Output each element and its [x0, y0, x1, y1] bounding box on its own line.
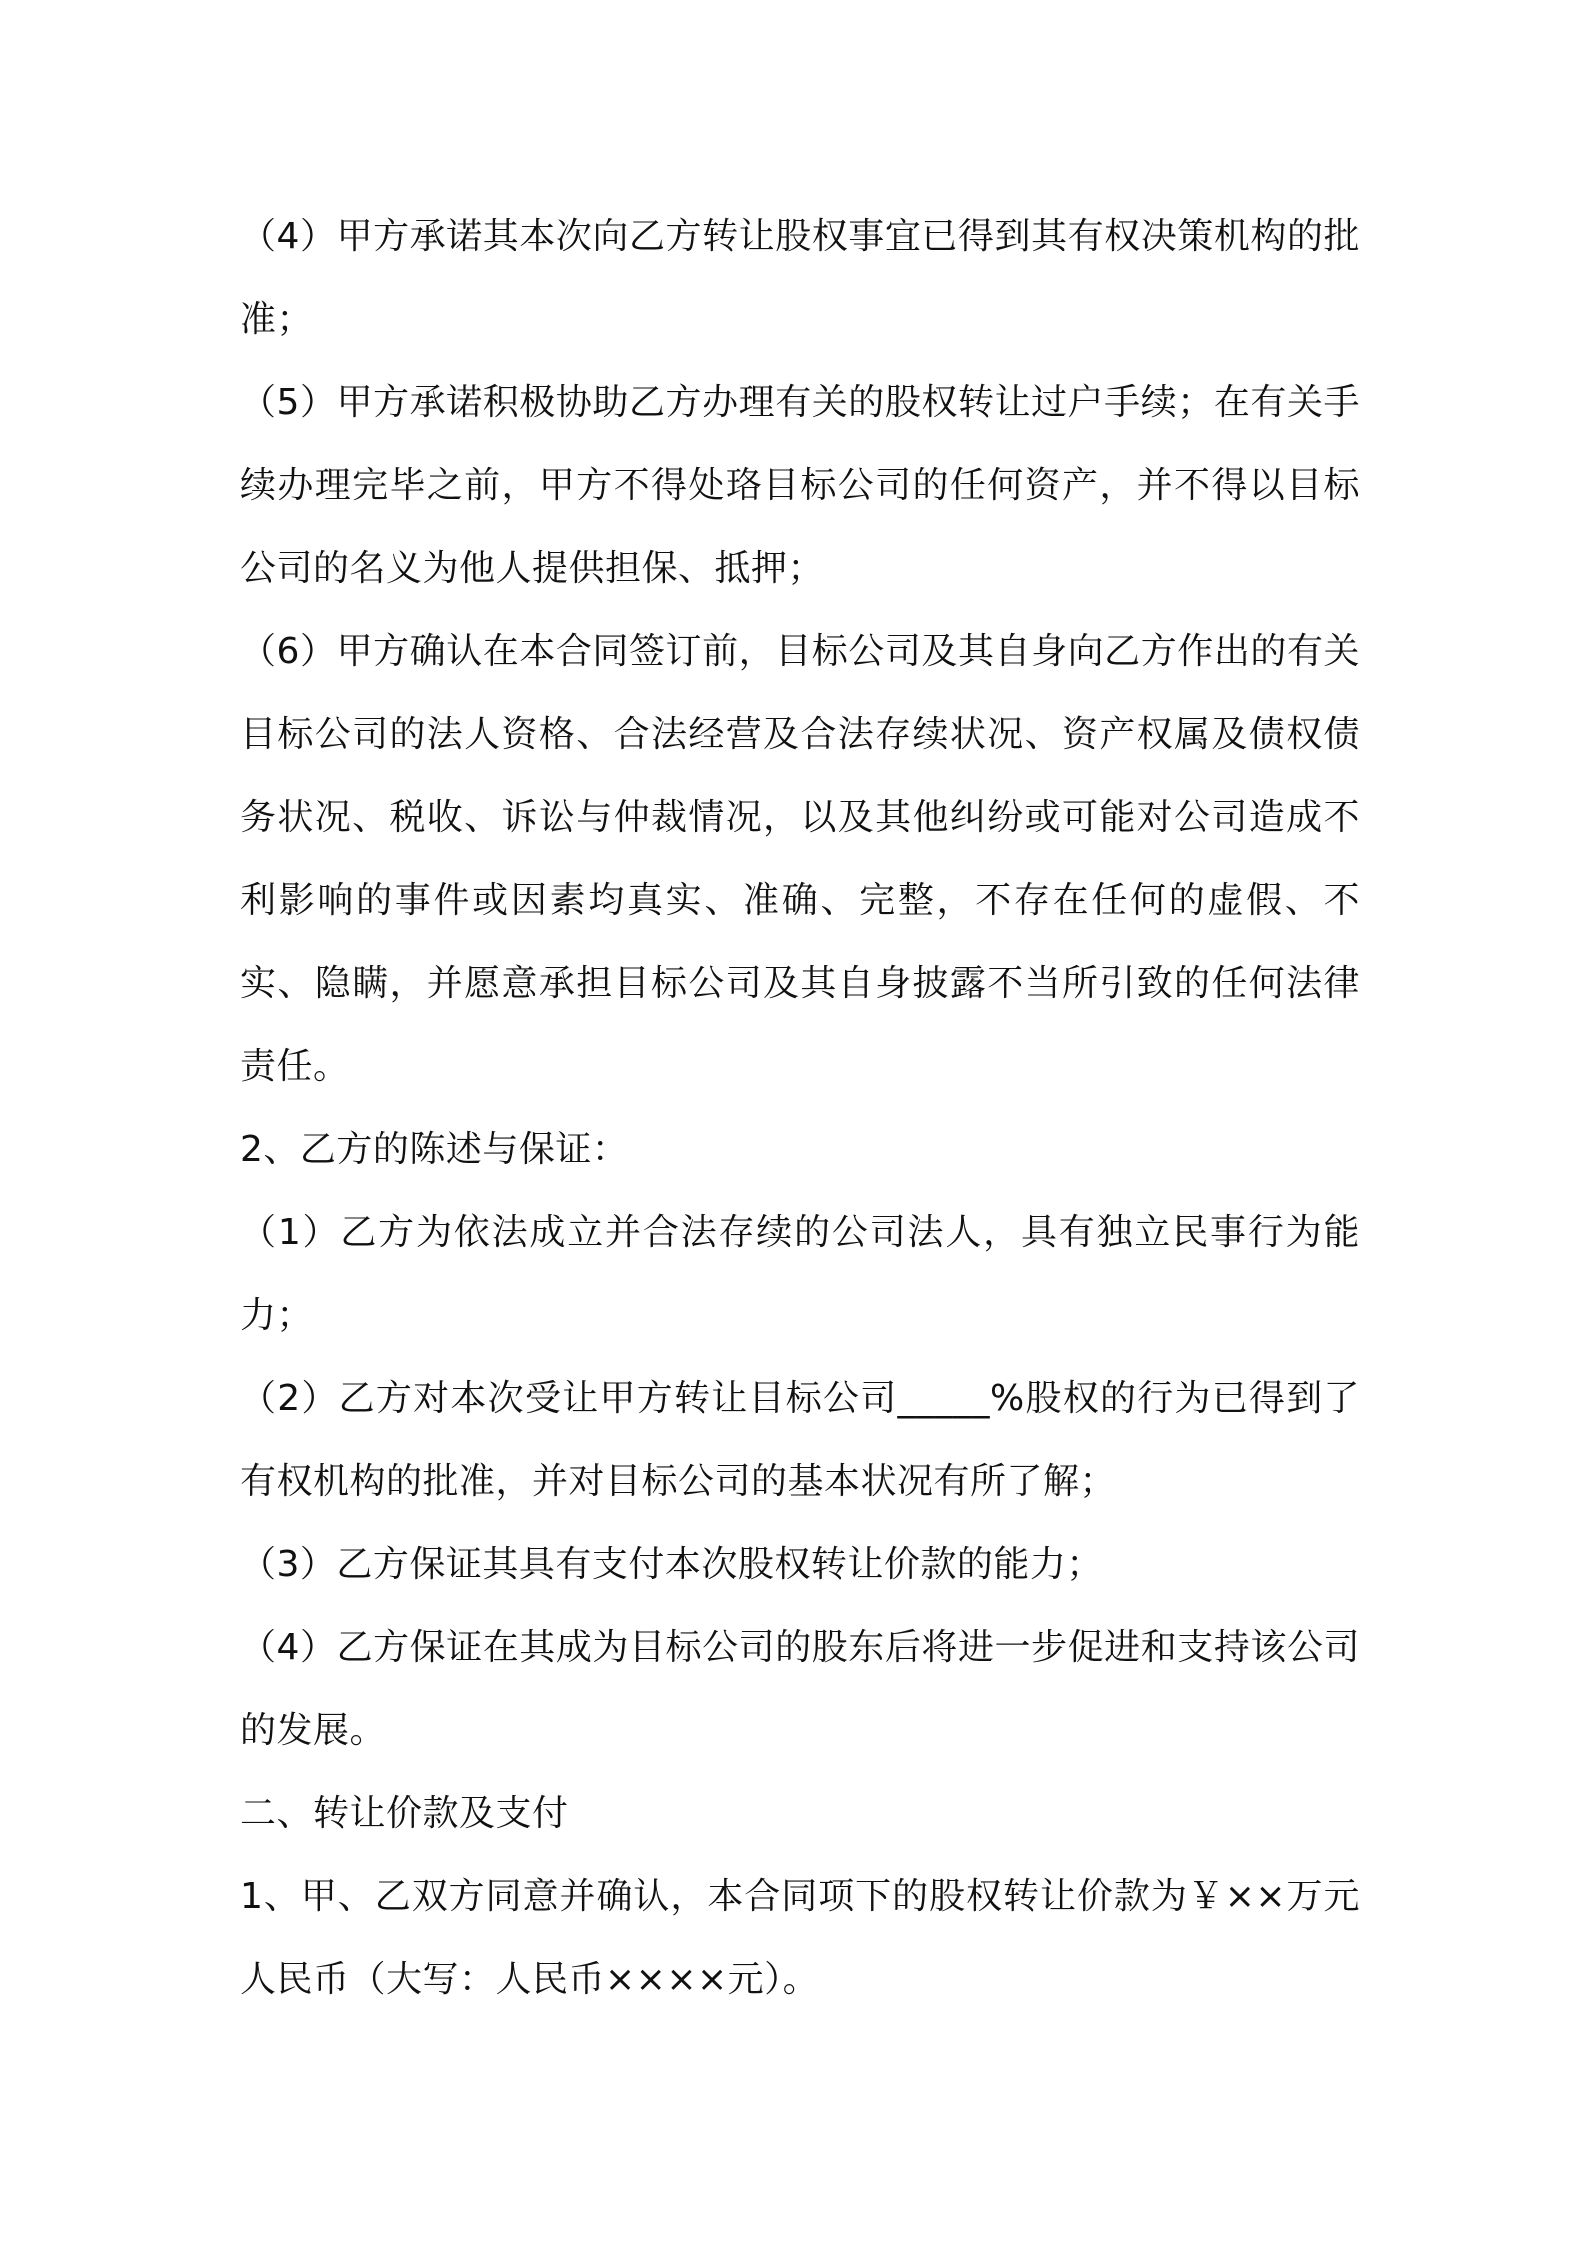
clause-paragraph: （6）甲方确认在本合同签订前，目标公司及其自身向乙方作出的有关目标公司的法人资格、合法经营及合法存续状况、资产权属及债权债务状况、税收、诉讼与仲裁情况，以及其他纠纷或可能对公司造成不利影响的事件或因素均真实、准确、完整，不存在任何的虚假、不实、隐瞒，并愿意承担目标公司及其自身披露不当所引致的任何法律责任。	[240, 631, 1360, 1087]
clause-paragraph: （4）乙方保证在其成为目标公司的股东后将进一步促进和支持该公司的发展。	[240, 1627, 1360, 1751]
clause-paragraph: （3）乙方保证其具有支付本次股权转让价款的能力；	[240, 1544, 1103, 1585]
clause-paragraph: （1）乙方为依法成立并合法存续的公司法人，具有独立民事行为能力；	[240, 1212, 1360, 1336]
clause-paragraph: 1、甲、乙双方同意并确认，本合同项下的股权转让价款为￥××万元人民币（大写：人民币××××元）。	[240, 1876, 1360, 2000]
clause-paragraph: （2）乙方对本次受让甲方转让目标公司_____%股权的行为已得到了有权机构的批准，并对目标公司的基本状况有所了解；	[240, 1378, 1360, 1502]
document-body	[240, 195, 1360, 2021]
clause-paragraph: （4）甲方承诺其本次向乙方转让股权事宜已得到其有权决策机构的批准；	[240, 216, 1360, 340]
clause-paragraph: （5）甲方承诺积极协助乙方办理有关的股权转让过户手续；在有关手续办理完毕之前，甲方不得处珞目标公司的任何资产，并不得以目标公司的名义为他人提供担保、抵押；	[240, 382, 1360, 589]
section-heading: 2、乙方的陈述与保证：	[240, 1129, 629, 1170]
chapter-heading: 二、转让价款及支付	[240, 1793, 569, 1834]
